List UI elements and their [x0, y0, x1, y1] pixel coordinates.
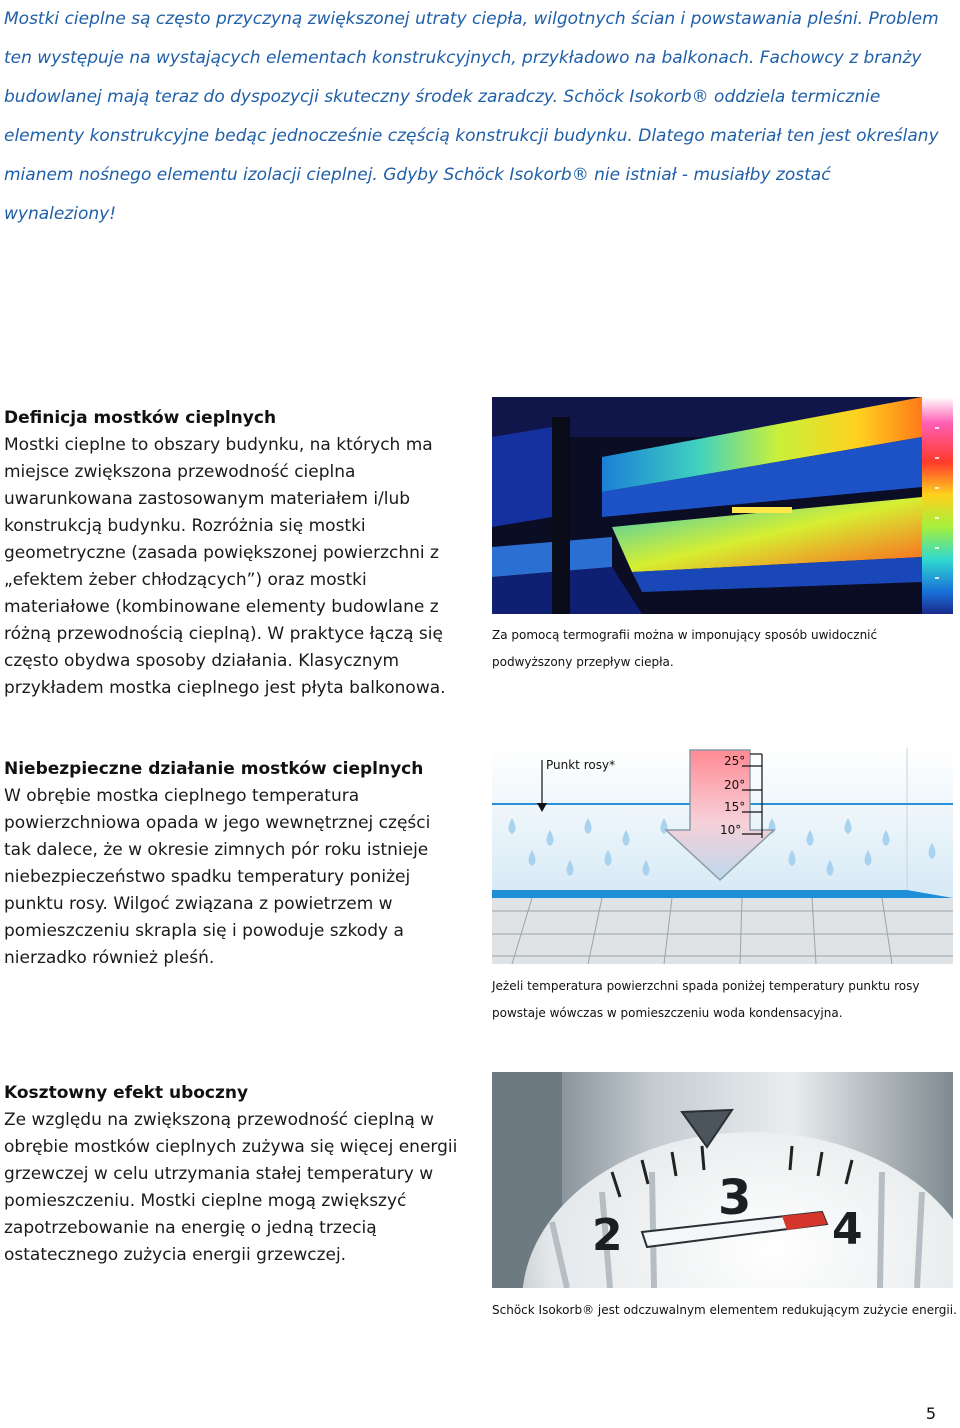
thermostat-image: [492, 1072, 953, 1288]
section-danger: [4, 756, 462, 972]
temp-label-20: 20°: [724, 778, 746, 792]
temp-label-15: 15°: [724, 800, 746, 814]
dial-number-3: 3: [718, 1170, 752, 1226]
dial-number-4: 4: [832, 1204, 863, 1255]
section-costly: [4, 1080, 462, 1269]
page-number: 5: [925, 1404, 936, 1423]
section-body: Ze względu na zwiększoną przewodność cieplną w obrębie mostków cieplnych zużywa się więcej energii grzewczej w celu utrzymania stałej temperatury w pomieszczeniu. Mostki cieplne mogą zwiększyć zapotrzebowanie na energię o jedną trzecią ostatecznego zużycia energii grzewczej.: [4, 1110, 458, 1265]
section-title: Niebezpieczne działanie mostków cieplnych: [4, 759, 424, 779]
dew-point-caption: Jeżeli temperatura powierzchni spada poniżej temperatury punktu rosy powstaje wówczas w pomieszczeniu woda kondensacyjna.: [492, 979, 920, 1020]
temp-label-25: 25°: [724, 754, 746, 768]
section-title: Definicja mostków cieplnych: [4, 408, 277, 428]
section-definition: [4, 405, 462, 702]
section-title: Kosztowny efekt uboczny: [4, 1083, 249, 1103]
thermography-image: [492, 397, 953, 614]
section-body: W obrębie mostka cieplnego temperatura powierzchniowa opada w jego wewnętrznej części tak dalece, że w okresie zimnych pór roku istnieje niebezpieczeństwo spadku temperatury poniżej punktu rosy. Wilgoć związana z powietrzem w pomieszczeniu skrapla się i powoduje szkody a nierzadko również pleśń.: [4, 786, 431, 968]
dial-number-2: 2: [592, 1210, 623, 1261]
dew-point-diagram: [492, 748, 953, 964]
thermostat-caption: Schöck Isokorb® jest odczuwalnym elementem redukującym zużycie energii.: [492, 1303, 957, 1317]
temp-label-10: 10°: [720, 823, 742, 837]
section-body: Mostki cieplne to obszary budynku, na których ma miejsce zwiększona przewodność cieplna uwarunkowana zastosowanym materiałem i/lub konstrukcją budynku. Rozróżnia się mostki geometryczne (zasada powiększonej powierzchni z „efektem żeber chłodzących”) oraz mostki materiałowe (kombinowane elementy budowlane z różną przewodnością cieplną). W praktyce łączą się często obydwa sposoby działania. Klasycznym przykładem mostka cieplnego jest płyta balkonowa.: [4, 435, 446, 698]
intro-paragraph: Mostki cieplne są często przyczyną zwiększonej utraty ciepła, wilgotnych ścian i powstawania pleśni. Problem ten występuje na wystających elementach konstrukcyjnych, przykładowo na balkonach. Fachowcy z branży budowlanej mają teraz do dyspozycji skuteczny środek zaradczy. Schöck Isokorb® oddziela termicznie elementy konstrukcyjne bedąc jednocześnie częścią konstrukcji budynku. Dlatego materiał ten jest określany mianem nośnego elementu izolacji cieplnej. Gdyby Schöck Isokorb® nie istniał - musiałby zostać wynaleziony!: [4, 9, 939, 224]
thermography-caption: Za pomocą termografii można w imponujący sposób uwidocznić podwyższony przepływ ciepła.: [492, 628, 878, 669]
dew-point-label: Punkt rosy*: [546, 758, 616, 772]
